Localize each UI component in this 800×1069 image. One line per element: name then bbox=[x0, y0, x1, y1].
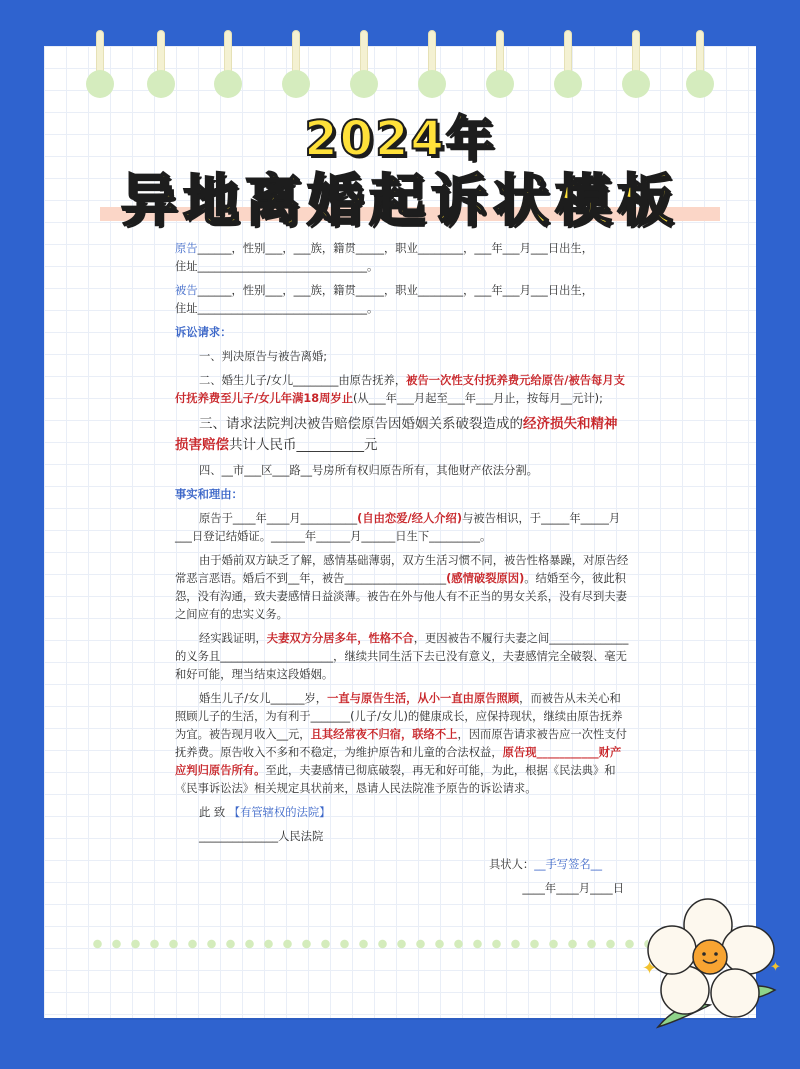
facts-p3-sep: ， bbox=[357, 632, 369, 645]
binder-ring bbox=[282, 30, 310, 94]
sign-date: ____年____月____日 bbox=[522, 882, 624, 895]
plaintiff-line2: 住址______________________________。 bbox=[175, 260, 379, 273]
claim-item-2-suffix: (从___年___月起至___年___月止，按每月__元计); bbox=[353, 392, 603, 405]
signer-label: 具状人： bbox=[489, 858, 535, 871]
facts-p4-text-a: 婚生儿子/女儿______岁， bbox=[199, 692, 328, 705]
facts-p2-highlight: (感情破裂原因) bbox=[446, 572, 525, 585]
plaintiff-line1: ______，性别___，___族，籍贯_____，职业________，___年___月___日出生， bbox=[197, 242, 594, 255]
claim-item-2-highlight: 被告一次性支付抚养费元给原告/被告每月支付抚养费至儿子/女儿年满18周岁止 bbox=[175, 374, 625, 405]
facts-p2-text: 由于婚前双方缺乏了解，感情基础薄弱，双方生活习惯不同，被告性格暴躁，对原告经常恶言恶语。婚后不到__年，被告__________________ bbox=[175, 554, 629, 585]
binder-ring bbox=[554, 30, 582, 94]
defendant-line1: ______，性别___，___族，籍贯_____，职业________，___年___月___日出生， bbox=[197, 284, 594, 297]
flower-sticker-icon bbox=[640, 895, 790, 1045]
title-year: 2024年 bbox=[304, 111, 496, 167]
decorative-dot-row bbox=[88, 938, 648, 950]
facts-p3-highlight-2: 性格不合 bbox=[368, 632, 414, 645]
facts-p1-highlight: (自由恋爱/经人介绍) bbox=[357, 512, 462, 525]
claim-item-3-text: 三、请求法院判决被告赔偿原告因婚姻关系破裂造成的 bbox=[199, 416, 523, 432]
claims-heading: 诉讼请求： bbox=[175, 326, 232, 339]
facts-p1-suffix: 与被告相识，于_____年_____月___日登记结婚证。______年______月______日生下_________。 bbox=[175, 512, 621, 543]
sparkle-icon: ✦ bbox=[642, 958, 658, 979]
facts-p2-suffix: 。结婚至今，彼此积怨，没有沟通，致夫妻感情日益淡薄。被告在外与他人有不正当的男女关系，没有尽到夫妻之间应有的忠实义务。 bbox=[175, 572, 627, 621]
claim-item-2 bbox=[175, 372, 630, 408]
claim-item-4: 四、__市___区___路__号房所有权归原告所有，其他财产依法分割。 bbox=[199, 464, 538, 477]
binder-ring bbox=[350, 30, 378, 94]
binder-ring bbox=[622, 30, 650, 94]
court-hint: 【有管辖权的法院】 bbox=[228, 806, 331, 819]
claim-item-3-highlight: 经济损失和精神损害赔偿 bbox=[175, 416, 618, 453]
plaintiff-info bbox=[175, 240, 630, 276]
claim-item-1: 一、判决原告与被告离婚; bbox=[199, 350, 328, 363]
claim-item-3-suffix: 共计人民币__________元 bbox=[229, 437, 378, 453]
facts-p3-highlight-1: 夫妻双方分居多年 bbox=[266, 632, 358, 645]
closing-prefix: 此 致 bbox=[199, 806, 229, 819]
signature-field: __手写签名__ bbox=[534, 858, 602, 871]
facts-paragraph-2 bbox=[175, 552, 630, 624]
facts-heading: 事实和理由： bbox=[175, 488, 243, 501]
court-line: ______________人民法院 bbox=[199, 830, 324, 843]
binder-ring bbox=[147, 30, 175, 94]
binder-ring bbox=[214, 30, 242, 94]
defendant-label: 被告 bbox=[175, 284, 198, 297]
facts-p4-text-b: ，而被告从未关心和照顾儿子的生活，为有利于_______(儿子/女儿)的健康成长，应保持现状，继续由原告抚养为宜。被告现月收入__元， bbox=[175, 692, 623, 741]
claim-item-2-text: 二、婚生儿子/女儿________由原告抚养， bbox=[199, 374, 407, 387]
facts-p3-suffix: ，更因被告不履行夫妻之间______________的义务且____________________，继续共同生活下去已没有意义，夫妻感情完全破裂、毫无和好可能，理当结束这段婚姻。 bbox=[175, 632, 629, 681]
facts-p4-highlight-3: 原告现___________财产应判归原告所有。 bbox=[175, 746, 622, 777]
defendant-line2: 住址______________________________。 bbox=[175, 302, 379, 315]
facts-p3-text: 经实践证明， bbox=[199, 632, 267, 645]
facts-paragraph-4 bbox=[175, 690, 630, 798]
facts-p4-highlight-2: 且其经常夜不归宿，联络不上 bbox=[310, 728, 458, 741]
sparkle-icon: ✦ bbox=[770, 960, 781, 975]
facts-p4-highlight-1: 一直与原告生活，从小一直由原告照顾 bbox=[327, 692, 520, 705]
binder-ring bbox=[486, 30, 514, 94]
document-body bbox=[175, 240, 630, 904]
facts-paragraph-1 bbox=[175, 510, 630, 546]
claim-item-3 bbox=[175, 414, 630, 456]
page-title: 异地离婚起诉状模板 bbox=[121, 169, 679, 234]
facts-p4-text-c: ，因而原告请求被告应一次性支付抚养费。原告收入不多和不稳定，为维护原告和儿童的合法权益， bbox=[175, 728, 627, 759]
plaintiff-label: 原告 bbox=[175, 242, 198, 255]
binder-ring bbox=[418, 30, 446, 94]
closing-salutation bbox=[175, 804, 630, 822]
binder-ring bbox=[686, 30, 714, 94]
defendant-info bbox=[175, 282, 630, 318]
facts-p4-text-d: 至此，夫妻感情已彻底破裂，再无和好可能，为此，根据《民法典》和《民事诉讼法》相关规定具状前来，恳请人民法院准予原告的诉讼请求。 bbox=[175, 764, 616, 795]
binder-ring bbox=[86, 30, 114, 94]
facts-paragraph-3 bbox=[175, 630, 630, 684]
signer-line bbox=[175, 856, 630, 874]
facts-p1-text: 原告于____年____月__________ bbox=[199, 512, 358, 525]
